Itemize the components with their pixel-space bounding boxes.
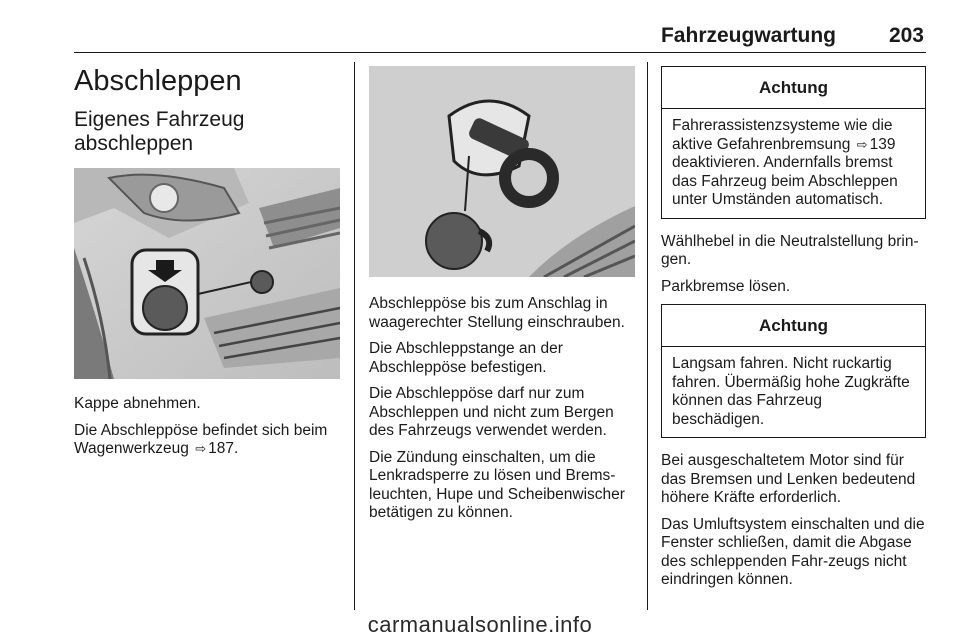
notice-box-assist [661,66,926,219]
notice-text-part1: Fahrerassistenzsysteme wie die aktive Gefahrenbremsung [672,117,893,153]
page-ref-arrow-icon: ⇨ [856,136,868,152]
watermark: carmanualsonline.info [367,612,593,637]
paragraph-ignition: Die Zündung einschalten, um die Lenkradsperre zu lösen und Brems-leuchten, Hupe und Scheibenwischer betätigen zu können. [369,448,625,521]
notice-text [672,117,915,210]
column-divider-2 [647,62,648,610]
paragraph-attach-bar: Die Abschleppstange an der Abschleppöse befestigen. [369,340,563,376]
paragraph-recirculation: Das Umluftsystem einschalten und die Fenster schließen, damit die Abgase des schleppenden Fahr-zeugs nicht eindringen können. [661,515,925,588]
paragraph-tow-eye-location [74,422,340,459]
notice-text-part2: deaktivieren. Andernfalls bremst das Fahrzeug beim Abschleppen unter Umständen automatisch. [672,154,898,208]
subsection-heading: Eigenes Fahrzeug abschleppen [74,108,245,155]
paragraph-engine-off: Bei ausgeschaltetem Motor sind für das Bremsen und Lenken bedeutend höhere Kräfte erforderlich. [661,452,916,506]
paragraph-neutral: Wählhebel in die Neutralstellung brin-gen. [661,232,919,268]
paragraph-usage-warning: Die Abschleppöse darf nur zum Abschleppen und nicht zum Bergen des Fahrzeugs verwendet werden. [369,385,614,439]
page-number: 203 [888,24,924,47]
column-divider-1 [354,62,355,610]
notice-box-drive-slowly [661,304,926,438]
tow-eye-location-text: Die Abschleppöse befindet sich beim Wagenwerkzeug [74,421,328,457]
paragraph-remove-cap: Kappe abnehmen. [74,395,201,412]
column-1 [74,62,340,467]
column-3 [661,62,926,598]
paragraph-screw-in: Abschleppöse bis zum Anschlag in waagerechter Stellung einschrauben. [369,295,625,331]
figure-tow-cap [74,168,340,379]
paragraph-parking-brake: Parkbremse lösen. [661,277,791,295]
column-2 [369,62,635,531]
figure-tow-eye-installed [369,66,635,277]
notice-text: Langsam fahren. Nicht ruckartig fahren. Übermäßig hohe Zugkräfte können das Fahrzeug beschädigen. [672,355,910,428]
notice-title: Achtung [662,305,925,347]
page-ref-link[interactable]: 139 [869,135,896,153]
page-ref-link[interactable]: 187. [208,440,239,457]
section-heading: Abschleppen [74,65,242,97]
notice-title: Achtung [662,67,925,109]
header-rule [74,52,926,53]
page-ref-arrow-icon: ⇨ [195,441,207,456]
running-header-title: Fahrzeugwartung [660,24,836,47]
